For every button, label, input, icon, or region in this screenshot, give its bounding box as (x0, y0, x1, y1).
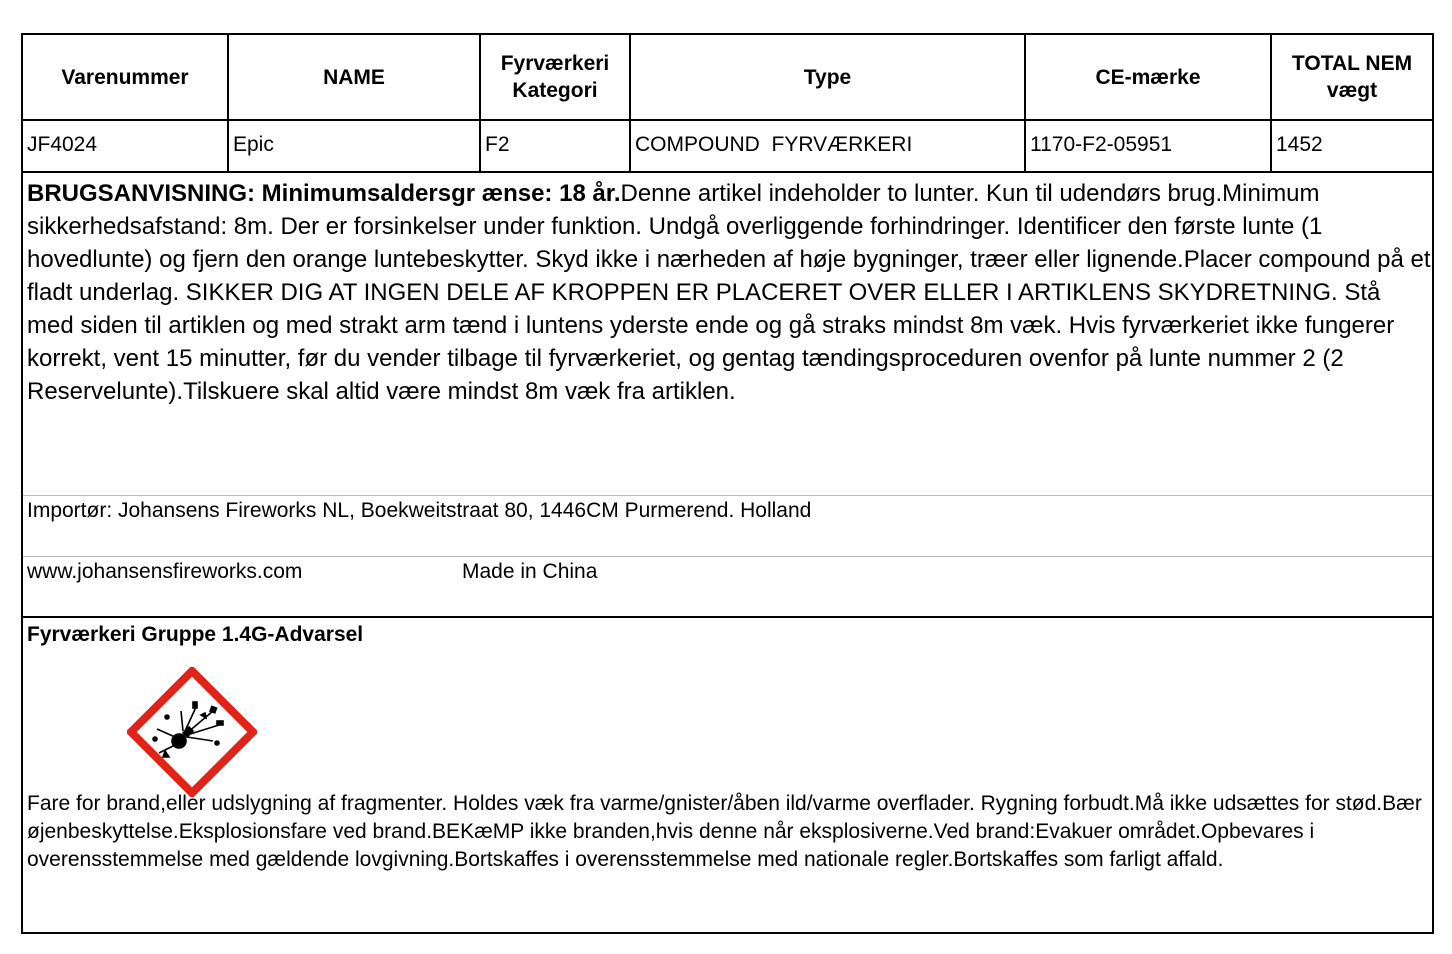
importer-row (23, 495, 1432, 556)
usage-instructions (27, 177, 1432, 408)
header-kategori-text: Fyrværkeri Kategori (500, 52, 610, 102)
table-row (23, 119, 1432, 173)
instructions-body: Denne artikel indeholder to lunter. Kun til udendørs brug.Minimum sikkerhedsafstand: 8m. Der er forsinkelser under funktion. Undgå overliggende forhindringer. Identificer den første lunte (1 hovedlunte) og fjern den orange luntebeskytter. Skyd ikke i nærheden af høje bygninger, træer eller lignende.Placer compound på et fladt underlag. SIKKER DIG AT INGEN DELE AF KROPPEN ER PLACERET OVER ELLER I ARTIKLENS SKYDRETNING. Stå med siden til artiklen og med strakt arm tænd i luntens yderste ende og gå straks mindst 8m væk. Hvis fyrværkeriet ikke fungerer korrekt, vent 15 minutter, før du vender tilbage til fyrværkeriet, og gentag tændingsproceduren ovenfor på lunte nummer 2 (2 Reservelunte).Tilskuere skal altid være mindst 8m væk fra artiklen. (27, 180, 1431, 405)
origin-text: Made in China (462, 560, 598, 583)
header-nem (1272, 35, 1432, 119)
importer-text: Importør: Johansens Fireworks NL, Boekweitstraat 80, 1446CM Purmerend. Holland (27, 499, 812, 522)
table-header-row (23, 35, 1432, 121)
cell-nem: 1452 (1276, 133, 1323, 156)
header-ce: CE-mærke (1026, 35, 1272, 119)
cell-varenummer: JF4024 (23, 119, 229, 171)
header-varenummer: Varenummer (23, 35, 229, 119)
website-text: www.johansensfireworks.com (27, 560, 303, 583)
cell-name: Epic (229, 119, 481, 171)
website-row (23, 556, 1432, 618)
cell-type-text: COMPOUND FYRVÆRKERI (635, 133, 913, 156)
product-label (21, 33, 1434, 934)
cell-type (631, 119, 1026, 171)
cell-ce: 1170-F2-05951 (1026, 119, 1272, 171)
header-type: Type (631, 35, 1026, 119)
header-nem-text: TOTAL NEM vægt (1291, 52, 1413, 102)
header-kategori (481, 35, 631, 119)
warning-text: Fare for brand,eller udslygning af fragmenter. Holdes væk fra varme/gnister/åben ild/varme overflader. Rygning forbudt.Må ikke udsættes for stød.Bær øjenbeskyttelse.Eksplosionsfare ved brand.BEKæMP ikke branden,hvis denne når eksplosiverne.Ved brand:Evakuer området.Opbevares i overensstemmelse med gældende lovgivning.Bortskaffes i overensstemmelse med nationale regler.Bortskaffes som farligt affald. (27, 792, 1422, 871)
ghs-explosive-icon (127, 667, 257, 797)
header-name: NAME (229, 35, 481, 119)
cell-kategori: F2 (481, 119, 631, 171)
instructions-heading: BRUGSANVISNING: Minimumsaldersgr ænse: 18 år. (27, 180, 621, 207)
warning-title: Fyrværkeri Gruppe 1.4G-Advarsel (27, 623, 364, 646)
